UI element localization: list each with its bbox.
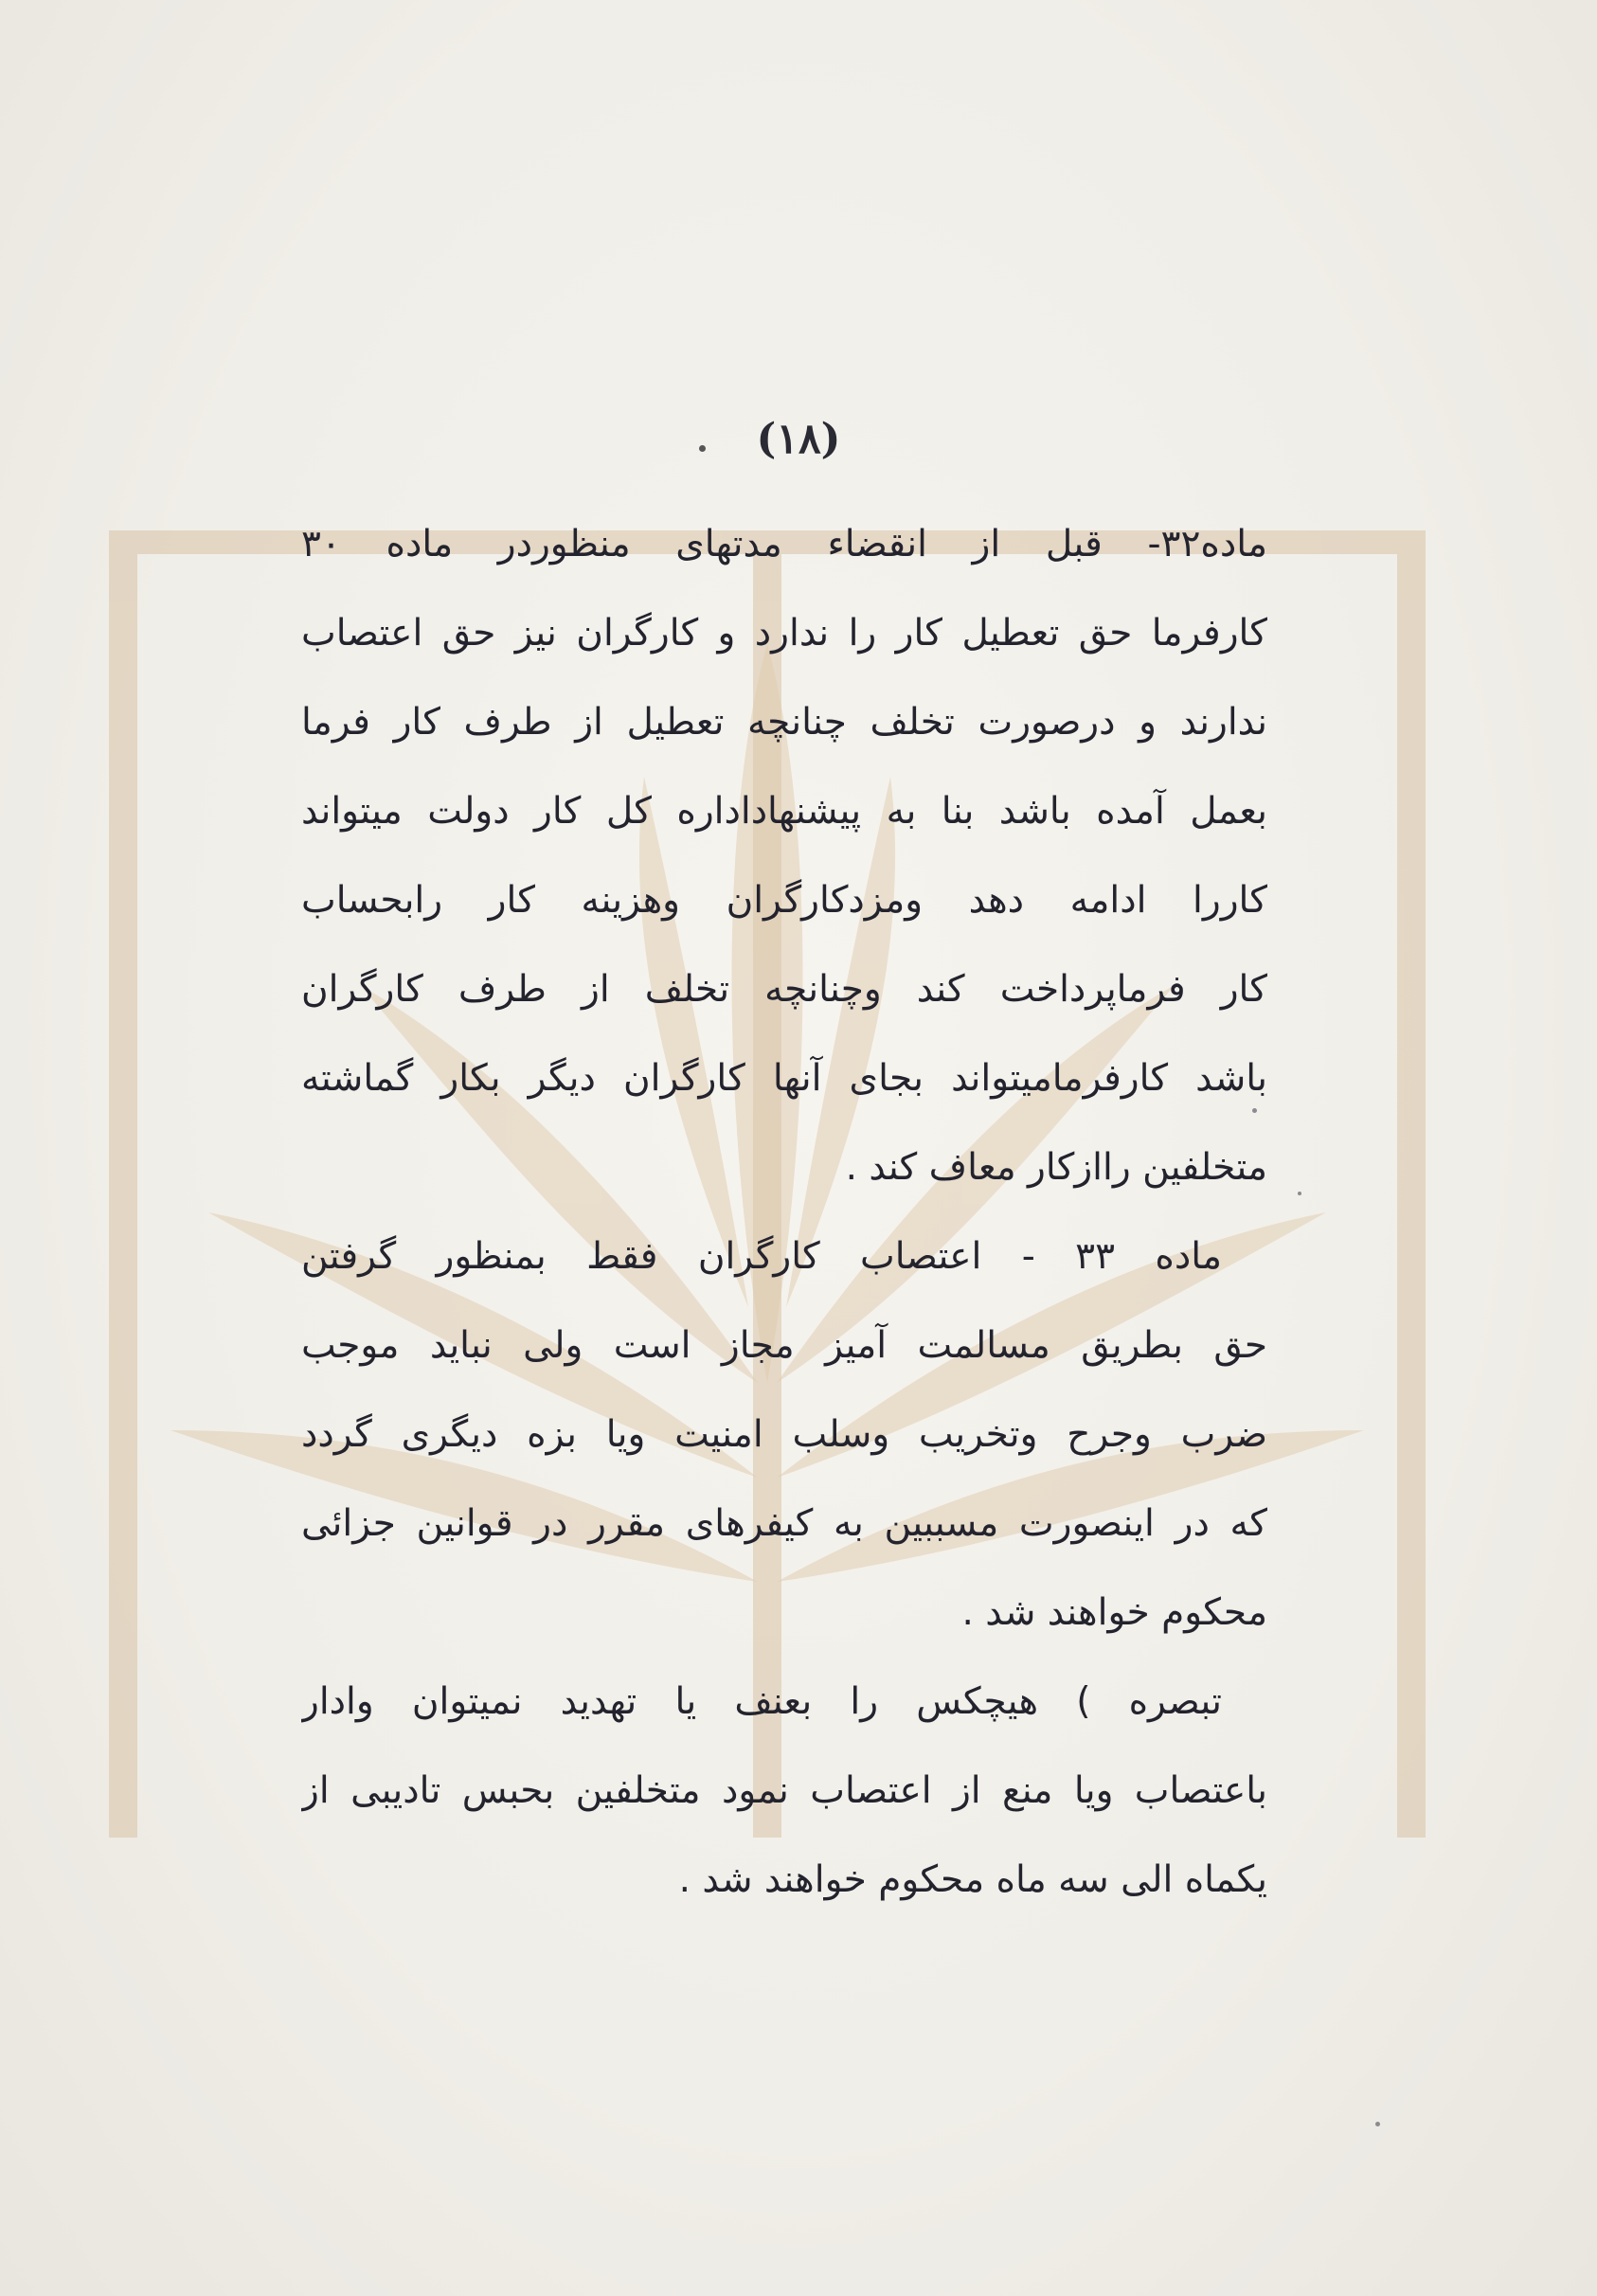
text-line: باعتصاب ویا منع از اعتصاب نمود متخلفین بحبس تادیبی از <box>301 1769 1267 1812</box>
text-line: حق بطریق مسالمت آمیز مجاز است ولی نباید موجب <box>301 1324 1267 1367</box>
text-line: ضرب وجرح وتخریب وسلب امنیت ویا بزه دیگری گردد <box>301 1413 1267 1456</box>
text-line: یکماه الی سه ماه محکوم خواهند شد . <box>678 1858 1267 1901</box>
ink-speck <box>1252 1108 1257 1113</box>
text-line: بعمل آمده باشد بنا به پیشنهاداداره کل کار دولت میتواند <box>301 790 1267 833</box>
text-line: ماده۳۲- قبل از انقضاء مدتهای منظوردر ماده ۳۰ <box>301 523 1267 565</box>
text-line: کاررا ادامه دهد ومزدکارگران وهزینه کار رابحساب <box>301 879 1267 922</box>
ink-speck <box>1298 1192 1301 1195</box>
text-line: تبصره ) هیچکس را بعنف یا تهدید نمیتوان وادار <box>301 1680 1222 1723</box>
text-line: کارفرما حق تعطیل کار را ندارد و کارگران نیز حق اعتصاب <box>301 612 1267 655</box>
text-line: متخلفین راازکار معاف کند . <box>845 1146 1267 1189</box>
document-body <box>301 500 1267 1925</box>
text-line: محکوم خواهند شد . <box>961 1591 1267 1634</box>
text-line: ماده ۳۳ - اعتصاب کارگران فقط بمنظور گرفتن <box>301 1235 1222 1278</box>
text-line: کار فرماپرداخت کند وچنانچه تخلف از طرف کارگران <box>301 968 1267 1011</box>
page-number: (۱۸) <box>756 415 841 463</box>
text-line: باشد کارفرمامیتواند بجای آنها کارگران دیگر بکار گماشته <box>301 1057 1267 1100</box>
ink-speck <box>1375 2122 1380 2126</box>
text-line: ندارند و درصورت تخلف چنانچه تعطیل از طرف کار فرما <box>301 701 1267 744</box>
text-line: که در اینصورت مسببین به کیفرهای مقرر در قوانین جزائی <box>301 1502 1267 1545</box>
